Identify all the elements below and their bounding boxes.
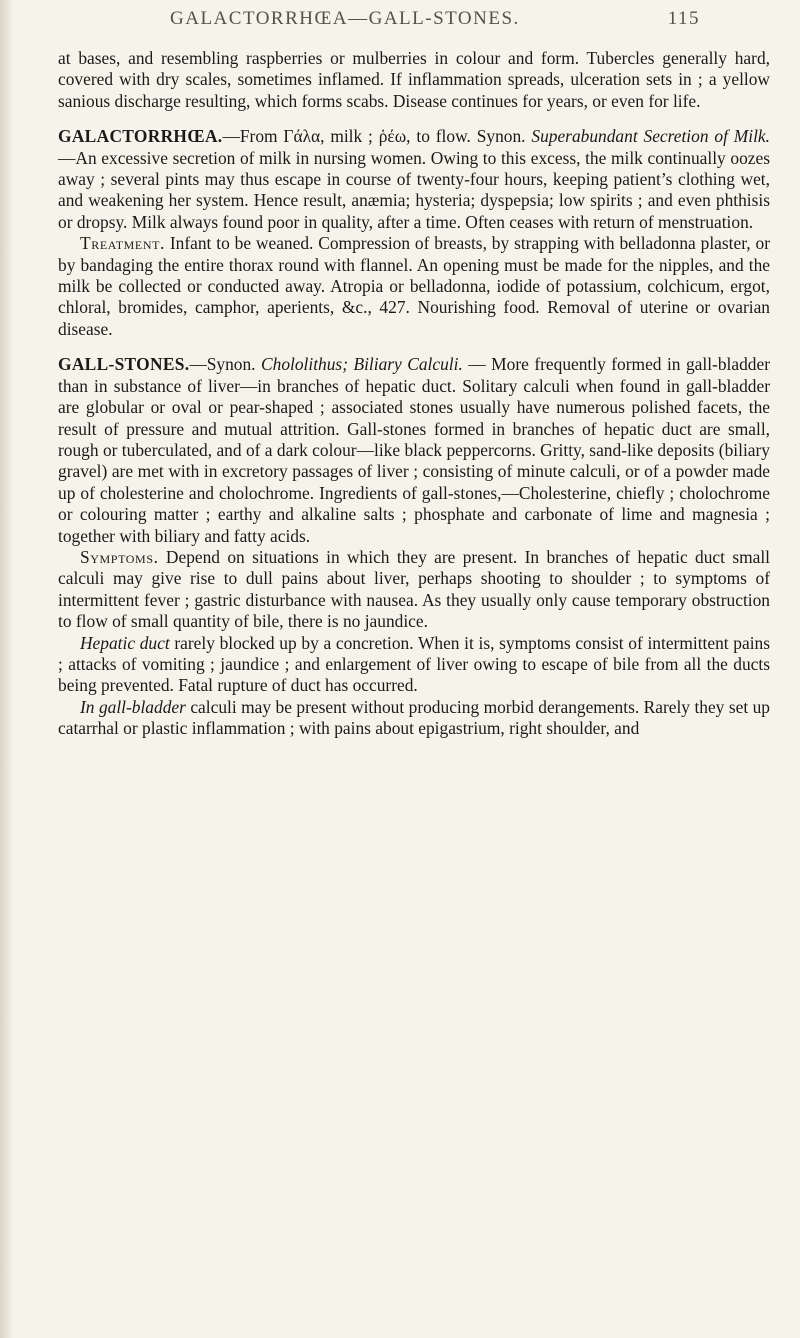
- page-gutter-shadow: [0, 0, 14, 1338]
- gall-stones-synonyms: Chololithus; Biliary Calculi.: [261, 354, 463, 375]
- gall-bladder-text: calculi may be present without producing morbid derangements. Rarely they set up catarrhal or plastic inflammation ; with pains about epigastrium, right shoulder, and: [58, 696, 770, 739]
- galactorrhoea-description: —An excessive secretion of milk in nursing women. Owing to this excess, the milk continually oozes away ; several pints may thus escape in course of twenty-four hours, keeping patient’s clothing wet, and weakening her system. Hence result, anæmia; hysteria; dyspepsia; low spirits ; and even phthisis or dropsy. Milk always found poor in quality, after a time. Often ceases with return of menstruation.: [58, 147, 770, 232]
- galactorrhoea-synonym: Superabundant Secretion of Milk.: [531, 126, 770, 147]
- treatment-text: Infant to be weaned. Compression of breasts, by strapping with belladonna plaster, or by bandaging the entire thorax round with flannel. An opening must be made for the nipples, and the milk be collected or conducted away. Atropia or belladonna, iodide of potassium, colchicum, ergot, chloral, bromides, camphor, aperients, &c., 427. Nourishing food. Removal of uterine or ovarian disease.: [58, 233, 770, 339]
- hepatic-duct-text: rarely blocked up by a concretion. When it is, symptoms consist of intermittent pains ; attacks of vomiting ; jaundice ; and enlargement of liver owing to escape of bile from all the ducts being prevented. Fatal rupture of duct has occurred.: [58, 632, 770, 696]
- treatment-label: Treatment.: [80, 233, 165, 254]
- headword-galactorrhoea: GALACTORRHŒA.: [58, 126, 223, 147]
- galactorrhoea-treatment: [58, 233, 770, 340]
- symptoms-text: Depend on situations in which they are present. In branches of hepatic duct small calculi may give rise to dull pains about liver, perhaps shooting to shoulder ; to symptoms of intermittent fever ; gastric disturbance with nausea. As they usually only cause temporary obstruction to flow of small quantity of bile, there is no jaundice.: [58, 546, 770, 632]
- symptoms-label: Symptoms.: [80, 546, 159, 567]
- hepatic-duct-label: Hepatic duct: [80, 632, 170, 653]
- gall-bladder-intro: In: [80, 696, 99, 717]
- gall-stones-symptoms: [58, 547, 770, 633]
- headword-gall-stones: GALL-STONES.: [58, 354, 190, 375]
- running-head-title: GALACTORRHŒA—GALL-STONES.: [170, 8, 520, 29]
- gall-stones-synonym-intro: —Synon.: [189, 354, 262, 375]
- gall-stones-hepatic-duct: [58, 633, 770, 697]
- entry-galactorrhoea: [58, 126, 770, 233]
- gall-stones-description: — More frequently formed in gall-bladder than in substance of liver—in branches of hepatic duct. Solitary calculi when found in gall-bladder are globular or oval or pear-shaped ; associated stones usually have numerous polished facets, the result of pressure and mutual attrition. Gall-stones formed in branches of hepatic duct are small, rough or tuberculated, and of a dark colour—like black peppercorns. Gritty, sand-like deposits (biliary gravel) are met with in excretory passages of liver ; consisting of minute calculi, or of a powder made up of cholesterine and cholochrome. Ingredients of gall-stones,—Cholesterine, chiefly ; cholochrome or colouring matter ; earthy and alkaline salts ; phosphate and carbonate of lime and magnesia ; together with biliary and fatty acids.: [58, 354, 770, 546]
- continued-paragraph: at bases, and resembling raspberries or mulberries in colour and form. Tubercles generally hard, covered with dry scales, sometimes inflamed. If inflammation spreads, ulceration sets in ; a yellow sanious discharge resulting, which forms scabs. Disease continues for years, or even for life.: [58, 48, 770, 111]
- page-number: 115: [667, 8, 700, 29]
- body-text: [58, 48, 770, 740]
- gall-bladder-label: gall-bladder: [98, 696, 186, 717]
- gall-stones-gall-bladder: [58, 697, 770, 740]
- entry-gall-stones: [58, 354, 770, 547]
- running-head: [60, 8, 700, 38]
- galactorrhoea-etymology: —From Γάλα, milk ; ῥέω, to flow. Synon.: [222, 126, 532, 147]
